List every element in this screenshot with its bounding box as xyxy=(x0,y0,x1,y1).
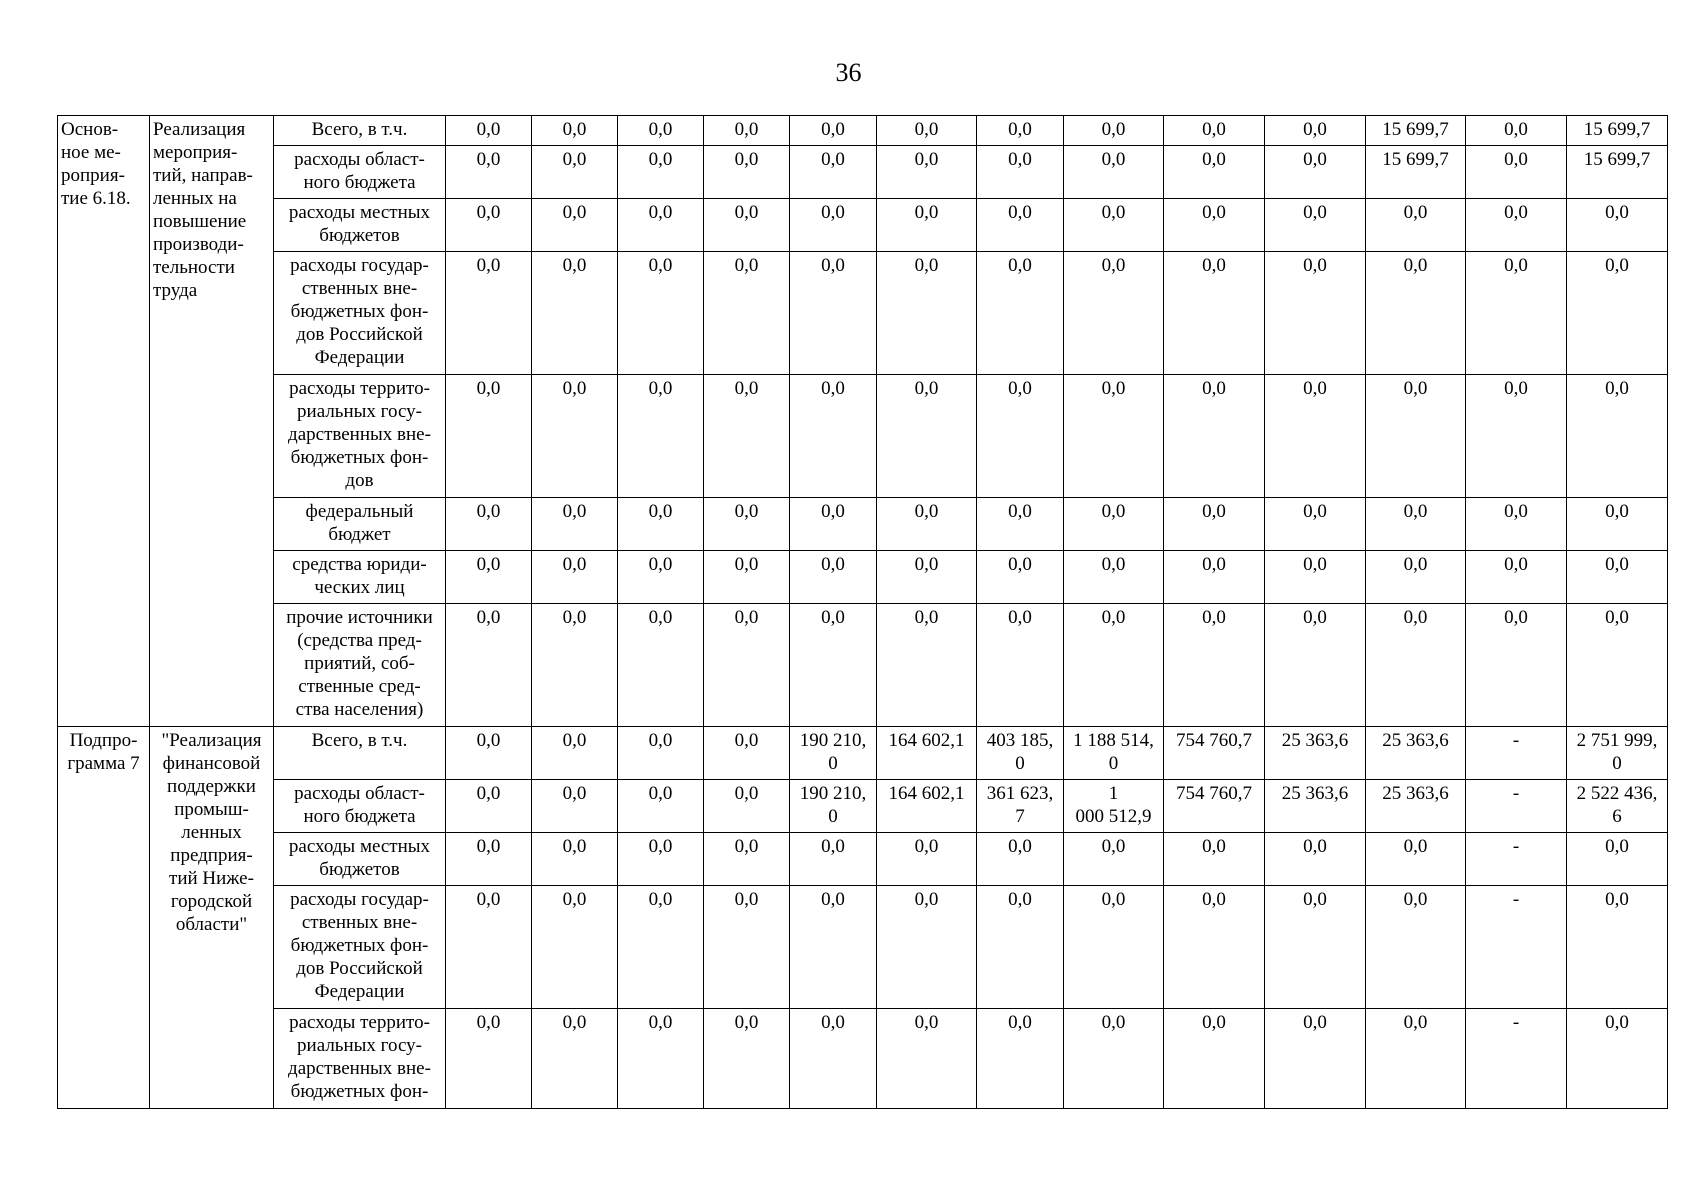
value-cell: 0,0 xyxy=(618,252,704,375)
value-cell: 0,0 xyxy=(1466,551,1567,604)
value-cell: 0,0 xyxy=(1567,498,1668,551)
value-cell: 0,0 xyxy=(704,116,790,146)
budget-table xyxy=(57,115,1668,1109)
table-row xyxy=(58,604,1668,727)
value-cell: 0,0 xyxy=(1366,1009,1466,1109)
value-cell: 0,0 xyxy=(977,375,1064,498)
value-cell: 0,0 xyxy=(532,551,618,604)
value-cell: 0,0 xyxy=(877,498,977,551)
value-cell: 0,0 xyxy=(1164,375,1265,498)
value-cell: 0,0 xyxy=(1265,1009,1366,1109)
value-cell: 0,0 xyxy=(1567,199,1668,252)
value-cell: 0,0 xyxy=(1466,375,1567,498)
value-cell: 0,0 xyxy=(1064,146,1164,199)
value-cell: 0,0 xyxy=(877,116,977,146)
value-cell: 403 185, 0 xyxy=(977,727,1064,780)
value-cell: 0,0 xyxy=(446,146,532,199)
section-title-cell: Реализация мероприя- тий, направ- ленных на повышение производи- тельности труда xyxy=(150,116,274,727)
funding-source-cell: расходы государ- ственных вне- бюджетных фон- дов Российской Федерации xyxy=(274,886,446,1009)
value-cell: 0,0 xyxy=(1366,199,1466,252)
value-cell: 0,0 xyxy=(790,1009,877,1109)
section-code-cell: Подпро- грамма 7 xyxy=(58,727,150,1109)
value-cell: 0,0 xyxy=(704,146,790,199)
value-cell: 0,0 xyxy=(977,833,1064,886)
value-cell: 0,0 xyxy=(704,780,790,833)
value-cell: 0,0 xyxy=(446,1009,532,1109)
value-cell: 0,0 xyxy=(877,199,977,252)
table-row xyxy=(58,199,1668,252)
value-cell: 0,0 xyxy=(977,116,1064,146)
table-row xyxy=(58,833,1668,886)
funding-source-cell: Всего, в т.ч. xyxy=(274,727,446,780)
value-cell: 164 602,1 xyxy=(877,727,977,780)
table-row xyxy=(58,1009,1668,1109)
value-cell: 0,0 xyxy=(532,375,618,498)
value-cell: 0,0 xyxy=(877,375,977,498)
value-cell: 0,0 xyxy=(1567,604,1668,727)
value-cell: 0,0 xyxy=(790,604,877,727)
value-cell: 0,0 xyxy=(877,252,977,375)
value-cell: 0,0 xyxy=(1366,375,1466,498)
value-cell: 0,0 xyxy=(618,604,704,727)
value-cell: 0,0 xyxy=(1064,375,1164,498)
value-cell: 0,0 xyxy=(1567,551,1668,604)
value-cell: 0,0 xyxy=(1265,604,1366,727)
value-cell: 0,0 xyxy=(1466,604,1567,727)
funding-source-cell: расходы государ- ственных вне- бюджетных фон- дов Российской Федерации xyxy=(274,252,446,375)
value-cell: 0,0 xyxy=(1164,116,1265,146)
value-cell: - xyxy=(1466,833,1567,886)
value-cell: 0,0 xyxy=(790,116,877,146)
value-cell: 0,0 xyxy=(446,252,532,375)
value-cell: 0,0 xyxy=(1265,833,1366,886)
value-cell: 0,0 xyxy=(1567,1009,1668,1109)
value-cell: 0,0 xyxy=(790,551,877,604)
value-cell: 0,0 xyxy=(977,498,1064,551)
funding-source-cell: расходы местных бюджетов xyxy=(274,199,446,252)
value-cell: 15 699,7 xyxy=(1366,146,1466,199)
value-cell: 0,0 xyxy=(877,1009,977,1109)
value-cell: 25 363,6 xyxy=(1366,780,1466,833)
value-cell: 0,0 xyxy=(1164,551,1265,604)
value-cell: 0,0 xyxy=(1466,252,1567,375)
value-cell: 0,0 xyxy=(1567,252,1668,375)
table-row xyxy=(58,375,1668,498)
section-code-cell: Основ- ное ме- роприя- тие 6.18. xyxy=(58,116,150,727)
value-cell: 25 363,6 xyxy=(1265,780,1366,833)
value-cell: 0,0 xyxy=(1164,252,1265,375)
funding-source-cell: Всего, в т.ч. xyxy=(274,116,446,146)
value-cell: 0,0 xyxy=(704,727,790,780)
value-cell: 0,0 xyxy=(1064,199,1164,252)
value-cell: 0,0 xyxy=(618,780,704,833)
value-cell: 0,0 xyxy=(532,252,618,375)
section-title-cell: "Реализация финансовой поддержки промыш- ленных предприя- тий Ниже- городской области" xyxy=(150,727,274,1109)
value-cell: 0,0 xyxy=(790,375,877,498)
funding-source-cell: расходы област- ного бюджета xyxy=(274,146,446,199)
value-cell: 0,0 xyxy=(1064,833,1164,886)
value-cell: 754 760,7 xyxy=(1164,727,1265,780)
value-cell: 0,0 xyxy=(1164,833,1265,886)
value-cell: 15 699,7 xyxy=(1366,116,1466,146)
value-cell: 0,0 xyxy=(532,727,618,780)
value-cell: 0,0 xyxy=(532,604,618,727)
value-cell: - xyxy=(1466,1009,1567,1109)
value-cell: 25 363,6 xyxy=(1366,727,1466,780)
value-cell: 164 602,1 xyxy=(877,780,977,833)
value-cell: 0,0 xyxy=(790,833,877,886)
value-cell: 0,0 xyxy=(704,886,790,1009)
value-cell: 754 760,7 xyxy=(1164,780,1265,833)
funding-source-cell: федеральный бюджет xyxy=(274,498,446,551)
value-cell: 0,0 xyxy=(1064,551,1164,604)
value-cell: 0,0 xyxy=(618,146,704,199)
value-cell: 15 699,7 xyxy=(1567,146,1668,199)
value-cell: 1 000 512,9 xyxy=(1064,780,1164,833)
table-row xyxy=(58,116,1668,146)
table-row xyxy=(58,780,1668,833)
value-cell: 0,0 xyxy=(446,780,532,833)
value-cell: 0,0 xyxy=(446,199,532,252)
value-cell: 0,0 xyxy=(790,498,877,551)
value-cell: 0,0 xyxy=(1366,604,1466,727)
value-cell: 0,0 xyxy=(1064,498,1164,551)
value-cell: 0,0 xyxy=(532,146,618,199)
value-cell: 0,0 xyxy=(446,375,532,498)
value-cell: 0,0 xyxy=(977,252,1064,375)
value-cell: 0,0 xyxy=(704,252,790,375)
funding-source-cell: прочие источники (средства пред- приятий, соб- ственные сред- ства населения) xyxy=(274,604,446,727)
table-row xyxy=(58,252,1668,375)
value-cell: 0,0 xyxy=(1265,886,1366,1009)
value-cell: - xyxy=(1466,727,1567,780)
value-cell: 0,0 xyxy=(977,604,1064,727)
value-cell: 0,0 xyxy=(532,780,618,833)
value-cell: 15 699,7 xyxy=(1567,116,1668,146)
value-cell: 0,0 xyxy=(532,498,618,551)
value-cell: 0,0 xyxy=(1265,375,1366,498)
funding-source-cell: средства юриди- ческих лиц xyxy=(274,551,446,604)
value-cell: 0,0 xyxy=(704,498,790,551)
value-cell: 0,0 xyxy=(877,833,977,886)
value-cell: 1 188 514, 0 xyxy=(1064,727,1164,780)
value-cell: 0,0 xyxy=(532,886,618,1009)
value-cell: 0,0 xyxy=(1265,498,1366,551)
value-cell: 0,0 xyxy=(1064,116,1164,146)
value-cell: 0,0 xyxy=(532,116,618,146)
value-cell: 190 210, 0 xyxy=(790,727,877,780)
value-cell: 0,0 xyxy=(1064,1009,1164,1109)
value-cell: 0,0 xyxy=(1366,551,1466,604)
table-row xyxy=(58,146,1668,199)
funding-source-cell: расходы террито- риальных госу- дарственных вне- бюджетных фон- xyxy=(274,1009,446,1109)
value-cell: - xyxy=(1466,886,1567,1009)
value-cell: 0,0 xyxy=(618,551,704,604)
value-cell: 0,0 xyxy=(1567,375,1668,498)
value-cell: 0,0 xyxy=(877,886,977,1009)
value-cell: 361 623, 7 xyxy=(977,780,1064,833)
value-cell: 0,0 xyxy=(446,604,532,727)
value-cell: 0,0 xyxy=(1466,498,1567,551)
value-cell: 0,0 xyxy=(977,146,1064,199)
table-body xyxy=(58,116,1668,1109)
value-cell: 0,0 xyxy=(1265,146,1366,199)
value-cell: 0,0 xyxy=(446,498,532,551)
value-cell: 0,0 xyxy=(618,1009,704,1109)
value-cell: 0,0 xyxy=(977,551,1064,604)
value-cell: 2 522 436, 6 xyxy=(1567,780,1668,833)
value-cell: 0,0 xyxy=(532,1009,618,1109)
table-row xyxy=(58,886,1668,1009)
value-cell: 0,0 xyxy=(1164,199,1265,252)
value-cell: 0,0 xyxy=(1466,199,1567,252)
value-cell: 0,0 xyxy=(790,252,877,375)
value-cell: 0,0 xyxy=(532,199,618,252)
value-cell: 0,0 xyxy=(1265,252,1366,375)
value-cell: 0,0 xyxy=(977,886,1064,1009)
value-cell: 0,0 xyxy=(790,199,877,252)
value-cell: 0,0 xyxy=(1064,886,1164,1009)
value-cell: 0,0 xyxy=(704,833,790,886)
value-cell: 0,0 xyxy=(1567,833,1668,886)
page-number: 36 xyxy=(835,58,862,87)
value-cell: 0,0 xyxy=(1164,886,1265,1009)
value-cell: - xyxy=(1466,780,1567,833)
value-cell: 0,0 xyxy=(977,199,1064,252)
value-cell: 0,0 xyxy=(618,886,704,1009)
value-cell: 190 210, 0 xyxy=(790,780,877,833)
value-cell: 0,0 xyxy=(704,199,790,252)
value-cell: 0,0 xyxy=(446,727,532,780)
table-row xyxy=(58,498,1668,551)
value-cell: 0,0 xyxy=(704,604,790,727)
value-cell: 25 363,6 xyxy=(1265,727,1366,780)
value-cell: 0,0 xyxy=(618,833,704,886)
value-cell: 0,0 xyxy=(1265,199,1366,252)
value-cell: 0,0 xyxy=(618,375,704,498)
funding-source-cell: расходы област- ного бюджета xyxy=(274,780,446,833)
value-cell: 0,0 xyxy=(1064,604,1164,727)
value-cell: 0,0 xyxy=(704,551,790,604)
value-cell: 0,0 xyxy=(446,551,532,604)
value-cell: 0,0 xyxy=(1366,833,1466,886)
value-cell: 0,0 xyxy=(1366,886,1466,1009)
value-cell: 0,0 xyxy=(1164,604,1265,727)
value-cell: 0,0 xyxy=(532,833,618,886)
value-cell: 0,0 xyxy=(446,116,532,146)
value-cell: 0,0 xyxy=(1064,252,1164,375)
value-cell: 0,0 xyxy=(618,498,704,551)
table-row xyxy=(58,551,1668,604)
value-cell: 0,0 xyxy=(877,146,977,199)
value-cell: 0,0 xyxy=(704,1009,790,1109)
value-cell: 0,0 xyxy=(877,604,977,727)
table-row xyxy=(58,727,1668,780)
value-cell: 0,0 xyxy=(790,886,877,1009)
value-cell: 0,0 xyxy=(790,146,877,199)
value-cell: 0,0 xyxy=(1366,252,1466,375)
value-cell: 0,0 xyxy=(446,833,532,886)
funding-source-cell: расходы террито- риальных госу- дарственных вне- бюджетных фон- дов xyxy=(274,375,446,498)
value-cell: 0,0 xyxy=(618,199,704,252)
funding-source-cell: расходы местных бюджетов xyxy=(274,833,446,886)
value-cell: 2 751 999, 0 xyxy=(1567,727,1668,780)
value-cell: 0,0 xyxy=(977,1009,1064,1109)
value-cell: 0,0 xyxy=(704,375,790,498)
value-cell: 0,0 xyxy=(1466,116,1567,146)
value-cell: 0,0 xyxy=(1265,551,1366,604)
value-cell: 0,0 xyxy=(1567,886,1668,1009)
value-cell: 0,0 xyxy=(1466,146,1567,199)
value-cell: 0,0 xyxy=(1366,498,1466,551)
value-cell: 0,0 xyxy=(446,886,532,1009)
value-cell: 0,0 xyxy=(1265,116,1366,146)
value-cell: 0,0 xyxy=(1164,146,1265,199)
value-cell: 0,0 xyxy=(877,551,977,604)
value-cell: 0,0 xyxy=(1164,1009,1265,1109)
value-cell: 0,0 xyxy=(618,727,704,780)
value-cell: 0,0 xyxy=(618,116,704,146)
value-cell: 0,0 xyxy=(1164,498,1265,551)
